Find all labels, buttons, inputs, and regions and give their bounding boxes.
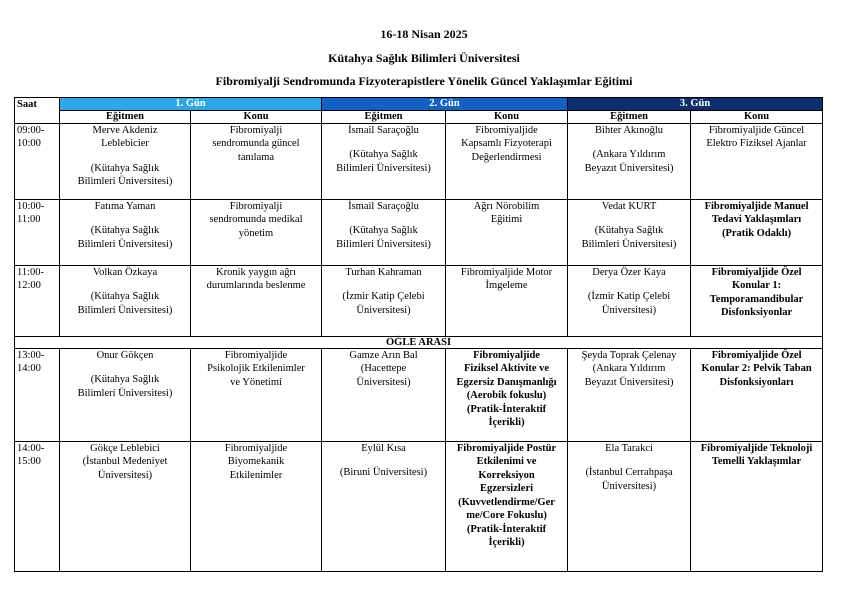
- line-spacer: [324, 279, 443, 290]
- cell-text-line: sendromunda medikal: [209, 214, 303, 226]
- trainer-cell: [60, 124, 191, 200]
- cell-text-line: me/Core Fokuslu): [466, 510, 547, 522]
- schedule-table: [14, 97, 823, 572]
- cell-text-line: (Kütahya Sağlık: [349, 149, 418, 161]
- cell-text-line: Beyazıt Üniversitesi): [584, 376, 674, 388]
- cell-text-line: Egzersiz Danışmanlığı: [456, 376, 557, 388]
- line-spacer: [62, 279, 188, 290]
- cell-text-line: Fibromiyaljide Postür: [456, 443, 557, 454]
- topic-cell: [446, 200, 568, 266]
- cell-text-line: Üniversitesi): [356, 304, 411, 316]
- cell-text-line: (İzmir Katip Çelebi: [587, 291, 671, 303]
- trainer-cell: [568, 200, 691, 266]
- cell-text-line: Bilimleri Üniversitesi): [336, 162, 431, 174]
- trainer-header: Eğitmen: [60, 111, 191, 124]
- cell-text-line: Konular 2: Pelvik Taban: [701, 363, 812, 375]
- saat-header: Saat: [15, 98, 60, 124]
- cell-text-line: (Pratik-İnteraktif: [466, 403, 547, 415]
- cell-text-line: Eğitimi: [490, 214, 523, 226]
- cell-text-line: Etkilenimi ve: [476, 456, 537, 468]
- time-line: 13:00-: [17, 350, 45, 361]
- cell-text-line: Biyomekanik: [227, 456, 285, 468]
- cell-text-line: Etkilenimler: [229, 469, 283, 481]
- cell-text-line: (Kütahya Sağlık: [90, 225, 160, 237]
- trainer-header: Eğitmen: [322, 111, 446, 124]
- cell-text-line: Üniversitesi): [97, 469, 153, 481]
- lunch-break-row: [15, 337, 823, 349]
- cell-text-line: Değerlendirmesi: [471, 151, 542, 163]
- time-line: 11:00: [17, 214, 41, 226]
- cell-text-line: Merve Akdeniz: [92, 125, 158, 136]
- cell-text-line: Korreksiyon: [478, 469, 535, 481]
- topic-cell: [191, 442, 322, 572]
- cell-text-line: Fibromiyaljide: [224, 443, 288, 454]
- cell-text-line: (Pratik-İnteraktif: [466, 523, 547, 535]
- time-slot: [15, 349, 60, 442]
- line-spacer: [324, 213, 443, 224]
- line-spacer: [324, 455, 443, 466]
- schedule-body: [15, 124, 823, 572]
- event-date: 16-18 Nisan 2025: [380, 27, 468, 41]
- time-line: 10:00: [17, 138, 41, 150]
- trainer-cell: [322, 124, 446, 200]
- time-slot: [15, 442, 60, 572]
- cell-text-line: Disfonksiyonları: [719, 376, 794, 388]
- cell-text-line: Ela Tarakci: [605, 443, 653, 454]
- cell-text-line: Fibromiyaljide: [473, 350, 540, 361]
- trainer-cell: [60, 266, 191, 337]
- cell-text-line: Fibromiyaljide: [224, 350, 288, 361]
- cell-text-line: (Ankara Yıldırım: [592, 363, 666, 375]
- topic-cell: [446, 349, 568, 442]
- topic-cell: [691, 266, 823, 337]
- cell-text-line: Fibromiyaljide: [475, 125, 538, 136]
- time-slot: [15, 124, 60, 200]
- trainer-cell: [568, 442, 691, 572]
- cell-text-line: Şeyda Toprak Çelenay: [581, 350, 677, 361]
- cell-text-line: Volkan Özkaya: [92, 267, 158, 278]
- day-2-header: 2. Gün: [322, 98, 568, 111]
- cell-text-line: İmgeleme: [485, 280, 528, 292]
- topic-cell: [191, 349, 322, 442]
- trainer-cell: [568, 124, 691, 200]
- training-title: Fibromiyalji Sendromunda Fizyoterapistlere Yönelik Güncel Yaklaşımlar Eğitimi: [215, 74, 633, 88]
- cell-text-line: Fibromiyaljide Motor: [460, 267, 553, 278]
- time-line: 11:00-: [17, 267, 45, 278]
- cell-text-line: Fibromiyaljide Manuel: [704, 201, 809, 212]
- line-spacer: [570, 279, 688, 290]
- line-spacer: [324, 137, 443, 148]
- cell-text-line: (Kütahya Sağlık: [90, 162, 160, 174]
- topic-cell: [691, 349, 823, 442]
- trainer-cell: [60, 200, 191, 266]
- schedule-row: [15, 442, 823, 572]
- trainer-cell: [60, 442, 191, 572]
- cell-text-line: Beyazıt Üniversitesi): [584, 162, 674, 174]
- cell-text-line: (Pratik Odaklı): [721, 227, 792, 239]
- topic-cell: [446, 442, 568, 572]
- trainer-cell: [322, 442, 446, 572]
- cell-text-line: Eylül Kısa: [361, 443, 406, 454]
- cell-text-line: Vedat KURT: [601, 201, 657, 212]
- cell-text-line: (Kütahya Sağlık: [90, 291, 160, 303]
- cell-text-line: (Hacettepe: [360, 363, 407, 375]
- cell-text-line: sendromunda güncel: [212, 138, 300, 150]
- topic-cell: [691, 124, 823, 200]
- cell-text-line: Üniversitesi): [356, 376, 411, 388]
- trainer-cell: [60, 349, 191, 442]
- cell-text-line: Elektro Fiziksel Ajanlar: [706, 138, 807, 150]
- cell-text-line: Fibromiyaljide Özel: [711, 350, 802, 361]
- subheader-row: [15, 111, 823, 124]
- topic-header: Konu: [191, 111, 322, 124]
- day-header-row: [15, 98, 823, 111]
- cell-text-line: Bilimleri Üniversitesi): [336, 238, 431, 250]
- cell-text-line: Bilimleri Üniversitesi): [77, 176, 173, 188]
- line-spacer: [570, 213, 688, 224]
- schedule-row: [15, 200, 823, 266]
- trainer-cell: [322, 200, 446, 266]
- trainer-cell: [322, 266, 446, 337]
- cell-text-line: Fatıma Yaman: [94, 201, 156, 212]
- topic-header: Konu: [446, 111, 568, 124]
- cell-text-line: Konular 1:: [731, 280, 782, 292]
- topic-cell: [446, 124, 568, 200]
- cell-text-line: Gökçe Leblebici: [90, 443, 160, 454]
- cell-text-line: Fiziksel Aktivite ve: [463, 363, 550, 375]
- trainer-cell: [568, 349, 691, 442]
- cell-text-line: Bilimleri Üniversitesi): [77, 304, 173, 316]
- topic-cell: [691, 442, 823, 572]
- topic-cell: [691, 200, 823, 266]
- cell-text-line: Üniversitesi): [601, 304, 657, 316]
- day-3-header: 3. Gün: [568, 98, 823, 111]
- cell-text-line: Fibromiyalji: [229, 125, 283, 136]
- cell-text-line: Bilimleri Üniversitesi): [77, 387, 173, 399]
- time-line: 09:00-: [17, 125, 45, 136]
- time-line: 14:00-: [17, 443, 45, 454]
- trainer-cell: [568, 266, 691, 337]
- cell-text-line: Temelli Yaklaşımlar: [711, 456, 802, 468]
- cell-text-line: Bilimleri Üniversitesi): [77, 238, 173, 250]
- cell-text-line: Tedavi Yaklaşımları: [711, 214, 802, 226]
- cell-text-line: (Kütahya Sağlık: [594, 225, 664, 237]
- cell-text-line: (Ankara Yıldırım: [592, 149, 666, 161]
- time-line: 14:00: [17, 363, 41, 375]
- line-spacer: [62, 213, 188, 224]
- cell-text-line: Fibromiyalji: [229, 201, 283, 212]
- cell-text-line: İsmail Saraçoğlu: [348, 125, 419, 136]
- cell-text-line: durumlarında beslenme: [206, 280, 306, 292]
- cell-text-line: Fibromiyaljide Özel: [711, 267, 802, 278]
- cell-text-line: Disfonksiyonlar: [720, 307, 793, 319]
- cell-text-line: (İstanbul Cerrahpaşa: [585, 467, 673, 479]
- cell-text-line: tanılama: [237, 151, 275, 163]
- cell-text-line: (Kütahya Sağlık: [90, 374, 160, 386]
- cell-text-line: Bilimleri Üniversitesi): [581, 238, 677, 250]
- cell-text-line: Kapsamlı Fizyoterapi: [461, 138, 552, 150]
- cell-text-line: Gamze Arın Bal: [349, 350, 418, 361]
- cell-text-line: Ağrı Nörobilim: [473, 201, 540, 212]
- time-line: 15:00: [17, 456, 41, 468]
- cell-text-line: Temporamandibular: [709, 293, 804, 305]
- trainer-header: Eğitmen: [568, 111, 691, 124]
- cell-text-line: Psikolojik Etkilenimler: [207, 363, 305, 375]
- cell-text-line: Leblebicier: [101, 138, 149, 150]
- schedule-row: [15, 349, 823, 442]
- cell-text-line: (Kuvvetlendirme/Ger: [458, 496, 555, 508]
- day-1-header: 1. Gün: [60, 98, 322, 111]
- cell-text-line: (İstanbul Medeniyet: [82, 456, 168, 468]
- cell-text-line: ve Yönetimi: [230, 376, 282, 388]
- cell-text-line: Kronik yaygın ağrı: [216, 267, 296, 278]
- cell-text-line: Onur Gökçen: [96, 350, 154, 361]
- topic-cell: [191, 266, 322, 337]
- time-slot: [15, 266, 60, 337]
- topic-cell: [191, 200, 322, 266]
- topic-cell: [446, 266, 568, 337]
- cell-text-line: Egzersizleri: [479, 483, 534, 495]
- topic-header: Konu: [691, 111, 823, 124]
- time-slot: [15, 200, 60, 266]
- cell-text-line: Bihter Akınoğlu: [595, 125, 664, 136]
- cell-text-line: (İzmir Katip Çelebi: [342, 291, 425, 303]
- cell-text-line: Üniversitesi): [601, 480, 657, 492]
- cell-text-line: Fibromiyaljide Teknoloji: [700, 443, 813, 454]
- university-name: Kütahya Sağlık Bilimleri Üniversitesi: [328, 51, 520, 65]
- line-spacer: [570, 137, 688, 148]
- cell-text-line: (Biruni Üniversitesi): [339, 467, 428, 479]
- topic-cell: [191, 124, 322, 200]
- cell-text-line: Derya Özer Kaya: [592, 267, 666, 278]
- cell-text-line: İçerikli): [488, 417, 525, 429]
- line-spacer: [62, 362, 188, 373]
- cell-text-line: İsmail Saraçoğlu: [348, 201, 419, 212]
- lunch-break-label: ÖĞLE ARASI: [15, 337, 823, 349]
- cell-text-line: Fibromiyaljide Güncel: [708, 125, 805, 136]
- time-line: 12:00: [17, 280, 41, 292]
- schedule-row: [15, 266, 823, 337]
- cell-text-line: Turhan Kahraman: [345, 267, 422, 278]
- line-spacer: [62, 151, 188, 162]
- schedule-row: [15, 124, 823, 200]
- time-line: 10:00-: [17, 201, 45, 212]
- cell-text-line: İçerikli): [488, 537, 525, 549]
- cell-text-line: (Aerobik fokuslu): [466, 390, 547, 402]
- line-spacer: [570, 455, 688, 466]
- trainer-cell: [322, 349, 446, 442]
- cell-text-line: yönetim: [238, 227, 274, 239]
- cell-text-line: (Kütahya Sağlık: [349, 225, 418, 237]
